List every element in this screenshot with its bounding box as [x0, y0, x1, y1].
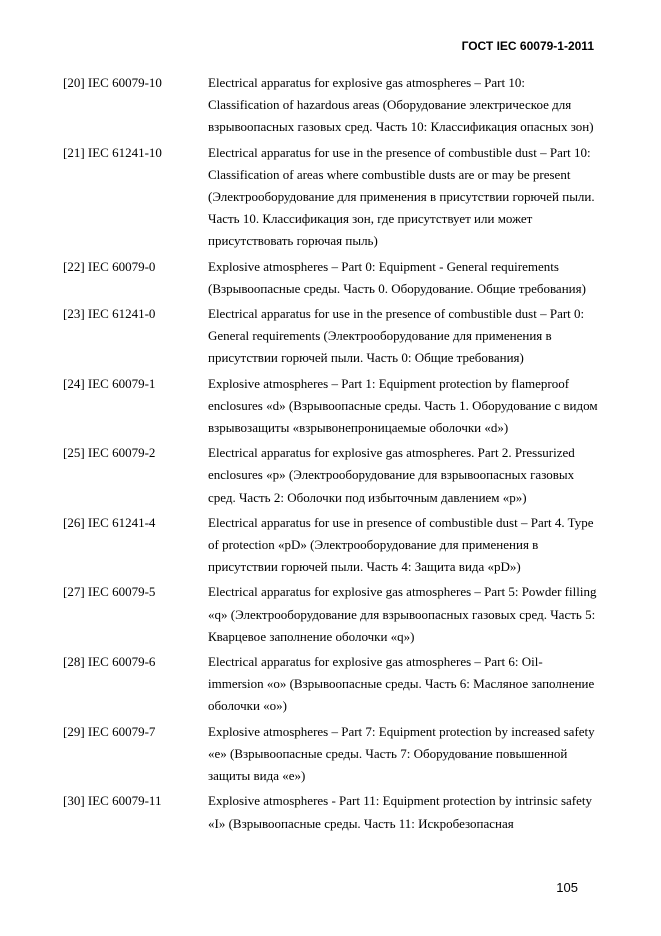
reference-item [63, 373, 598, 440]
reference-text: Electrical apparatus for use in the presence of combustible dust – Part 10: Classification of areas where combustible dusts are or may be present (Электрооборудование для применения в присутствии горючей пыли. Часть 10. Классификация зон, где присутствует или может присутствовать горючая пыль) [208, 144, 595, 249]
reference-text: Electrical apparatus for explosive gas atmospheres – Part 6: Oil-immersion «o» (Взрывоопасные среды. Часть 6: Масляное заполнение оболочки «o») [208, 654, 595, 714]
reference-code: [27] IEC 60079-5 [63, 584, 156, 600]
reference-code: [26] IEC 61241-4 [63, 514, 156, 530]
reference-item [63, 72, 598, 139]
reference-code: [23] IEC 61241-0 [63, 306, 156, 322]
reference-code: [30] IEC 60079-11 [63, 793, 162, 809]
reference-item [63, 303, 598, 370]
reference-item [63, 442, 598, 509]
reference-text: Explosive atmospheres – Part 1: Equipment protection by flameproof enclosures «d» (Взрывоопасные среды. Часть 1. Оборудование с видом взрывозащиты «взрывонепроницаемые оболочки «d») [208, 375, 598, 436]
reference-item [63, 790, 598, 834]
reference-code: [28] IEC 60079-6 [63, 654, 156, 670]
reference-text: Electrical apparatus for explosive gas atmospheres. Part 2. Pressurized enclosures «p» (Электрооборудование для взрывоопасных газовых сред. Часть 2: Оболочки под избыточным давлением «p») [208, 445, 575, 505]
reference-text: Electrical apparatus for use in the presence of combustible dust – Part 0: General requirements (Электрооборудование для применения в присутствии горючей пыли. Часть 0: Общие требования) [208, 306, 585, 366]
reference-text: Electrical apparatus for explosive gas atmospheres – Part 10: Classification of hazardous areas (Оборудование электрическое для взрывоопасных газовых сред. Часть 10: Классификация опасных зон) [208, 75, 594, 135]
reference-text: Electrical apparatus for explosive gas atmospheres – Part 5: Powder filling «q» (Электрооборудование для взрывоопасных газовых сред. Часть 5: Кварцевое заполнение оболочки «q») [208, 584, 597, 644]
document-header: ГОСТ IEC 60079-1-2011 [461, 39, 594, 53]
reference-item [63, 721, 598, 788]
reference-text: Electrical apparatus for use in presence of combustible dust – Part 4. Type of protection «pD» (Электрооборудование для применения в присутствии горючей пыли. Часть 4: Защита вида «pD») [208, 514, 594, 575]
reference-code: [20] IEC 60079-10 [63, 75, 162, 90]
reference-item [63, 256, 598, 300]
reference-text: Explosive atmospheres – Part 0: Equipment - General requirements (Взрывоопасные среды. Часть 0. Оборудование. Общие требования) [208, 258, 586, 296]
reference-code: [29] IEC 60079-7 [63, 723, 156, 739]
reference-item [63, 512, 598, 579]
reference-code: [25] IEC 60079-2 [63, 445, 156, 461]
reference-code: [24] IEC 60079-1 [63, 375, 156, 391]
page-number: 105 [556, 880, 578, 895]
reference-item [63, 581, 598, 648]
reference-item [63, 142, 598, 253]
reference-text: Explosive atmospheres - Part 11: Equipment protection by intrinsic safety «I» (Взрывоопасные среды. Часть 11: Искробезопасная [208, 793, 593, 831]
reference-item [63, 651, 598, 718]
reference-code: [21] IEC 61241-10 [63, 144, 162, 160]
reference-code: [22] IEC 60079-0 [63, 258, 156, 274]
reference-list [63, 72, 598, 838]
reference-text: Explosive atmospheres – Part 7: Equipment protection by increased safety «e» (Взрывоопасные среды. Часть 7: Оборудование повышенной защиты вида «e») [208, 723, 595, 784]
